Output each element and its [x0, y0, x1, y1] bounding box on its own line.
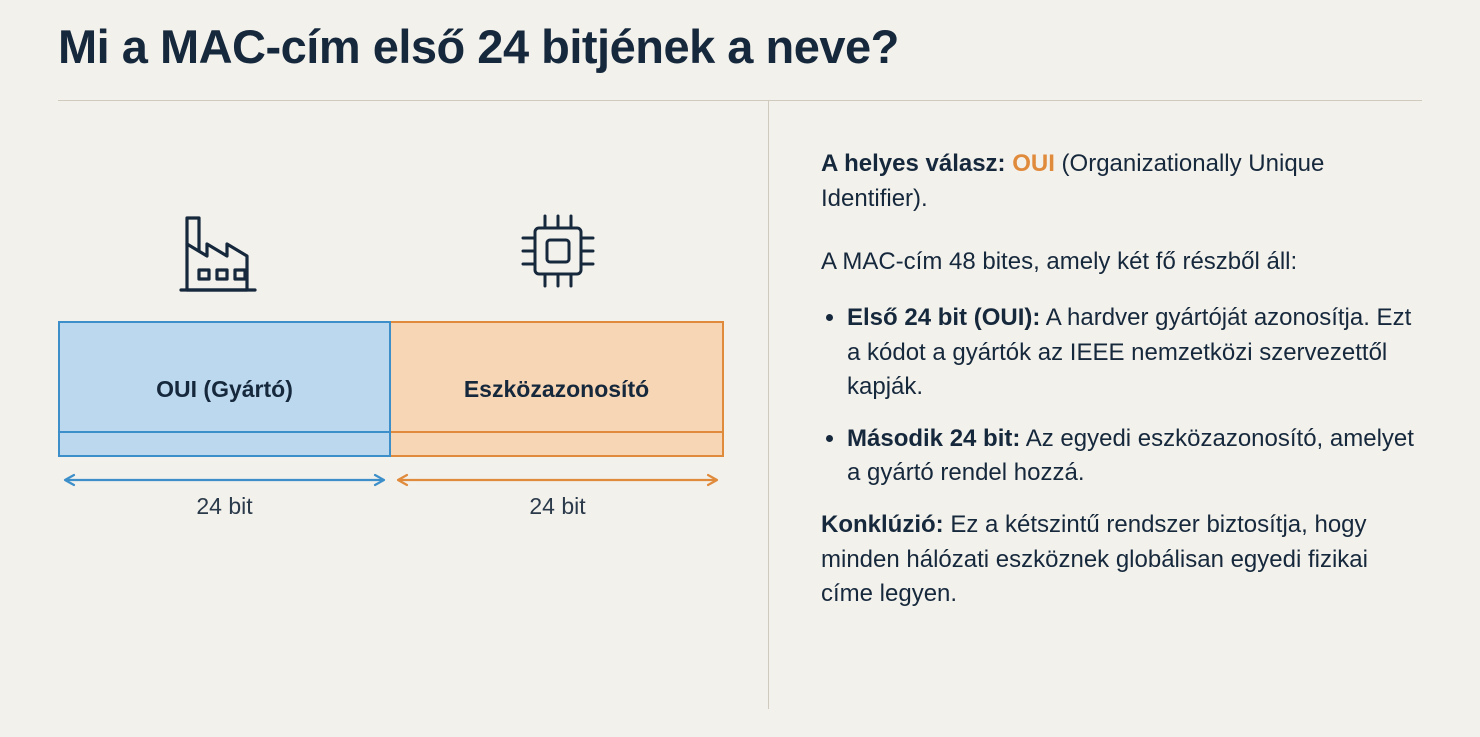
point-bold: Első 24 bit (OUI): [847, 304, 1041, 332]
chip-icon-cell [391, 208, 724, 299]
answer-accent: OUI [1012, 150, 1055, 178]
diagram-arrows-row [58, 473, 768, 520]
oui-block-underline [58, 431, 391, 433]
diagram-bars-row [58, 321, 768, 457]
device-id-block-underline [391, 431, 724, 433]
intro-paragraph: A MAC-cím 48 bites, amely két fő részből áll: [821, 247, 1298, 275]
device-bits-measure [391, 473, 724, 520]
conclusion-bold: Konklúzió: [821, 510, 944, 538]
point-text: A hardver gyártóját azonosítja. Ezt a kódot a gyártók az IEEE nemzetközi szervezettől kapják. [847, 304, 1412, 400]
mac-address-diagram [58, 209, 768, 520]
oui-arrow-icon [62, 473, 387, 487]
factory-icon-cell [58, 210, 391, 299]
answer-prefix: A helyes válasz: [821, 150, 1013, 178]
answer-suffix: (Organizationally Unique Identifier). [821, 150, 1325, 212]
point-text: Az egyedi eszközazonosító, amelyet a gyártó rendel hozzá. [847, 424, 1414, 486]
conclusion-text: Ez a kétszintű rendszer biztosítja, hogy minden hálózati eszköznek globálisan egyedi fizikai címe legyen. [821, 510, 1368, 608]
list-item [847, 422, 1422, 490]
conclusion-paragraph [821, 508, 1422, 612]
factory-icon [177, 210, 273, 299]
oui-bits-label: 24 bit [196, 493, 253, 520]
diagram-column [58, 101, 768, 709]
explanation-column [769, 101, 1422, 709]
chip-icon [515, 208, 601, 299]
device-id-block [391, 321, 724, 457]
content-body [58, 101, 1422, 709]
list-item [847, 301, 1422, 403]
oui-bits-measure [58, 473, 391, 520]
oui-block-label: OUI (Gyártó) [156, 375, 293, 402]
page-title: Mi a MAC-cím első 24 bitjének a neve? [58, 20, 899, 73]
correct-answer [821, 147, 1421, 217]
oui-block [58, 321, 391, 457]
points-list [821, 301, 1422, 489]
device-id-block-label: Eszközazonosító [463, 375, 650, 402]
device-arrow-icon [395, 473, 720, 487]
point-bold: Második 24 bit: [847, 424, 1021, 452]
diagram-icons-row [58, 209, 768, 299]
device-bits-label: 24 bit [529, 493, 586, 520]
